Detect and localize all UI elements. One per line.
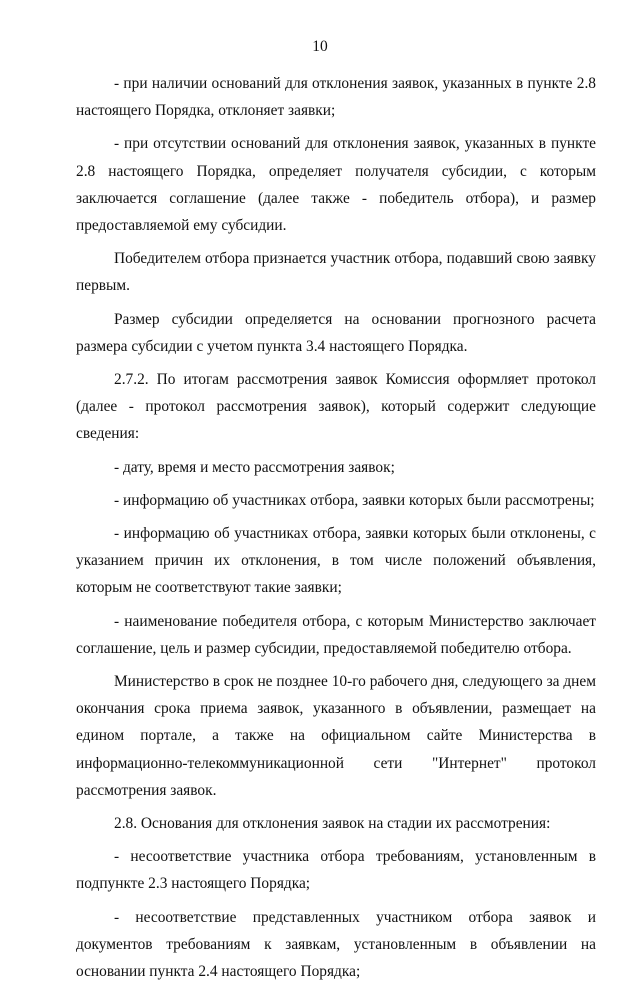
paragraph: - наименование победителя отбора, с которым Министерство заключает соглашение, цель и размер субсидии, предоставляемой победителю отбора. <box>76 612 596 657</box>
paragraph: Министерство в срок не позднее 10-го рабочего дня, следующего за днем окончания срока приема заявок, указанного в объявлении, размещает на едином портале, а также на официальном сайте Министерства в информационно-телекоммуникационной сети "Интернет" протокол рассмотрения заявок. <box>76 673 596 799</box>
paragraph: - при наличии оснований для отклонения заявок, указанных в пункте 2.8 настоящего Порядка, отклоняет заявки; <box>76 75 596 120</box>
page-number: 10 <box>312 38 328 55</box>
paragraph: 2.8. Основания для отклонения заявок на стадии их рассмотрения: <box>114 815 551 833</box>
paragraph: 2.7.2. По итогам рассмотрения заявок Комиссия оформляет протокол (далее - протокол рассмотрения заявок), который содержит следующие сведения: <box>76 371 596 443</box>
document-body <box>76 70 596 991</box>
paragraph: Победителем отбора признается участник отбора, подавший свою заявку первым. <box>76 250 596 295</box>
paragraph: Размер субсидии определяется на основании прогнозного расчета размера субсидии с учетом пункта 3.4 настоящего Порядка. <box>76 310 596 355</box>
paragraph: - дату, время и место рассмотрения заявок; <box>114 458 395 476</box>
paragraph: - несоответствие представленных участником отбора заявок и документов требованиям к заявкам, установленным в объявлении на основании пункта 2.4 настоящего Порядка; <box>76 908 596 981</box>
paragraph: - при отсутствии оснований для отклонения заявок, указанных в пункте 2.8 настоящего Порядка, определяет получателя субсидии, с которым заключается соглашение (далее также - победитель отбора), и размер предоставляемой ему субсидии. <box>76 135 596 235</box>
paragraph: - информацию об участниках отбора, заявки которых были отклонены, с указанием причин их отклонения, в том числе положений объявления, которым не соответствуют такие заявки; <box>76 525 596 597</box>
paragraph: - несоответствие участника отбора требованиям, установленным в подпункте 2.3 настоящего Порядка; <box>76 848 596 893</box>
paragraph: - информацию об участниках отбора, заявки которых были рассмотрены; <box>114 491 595 509</box>
